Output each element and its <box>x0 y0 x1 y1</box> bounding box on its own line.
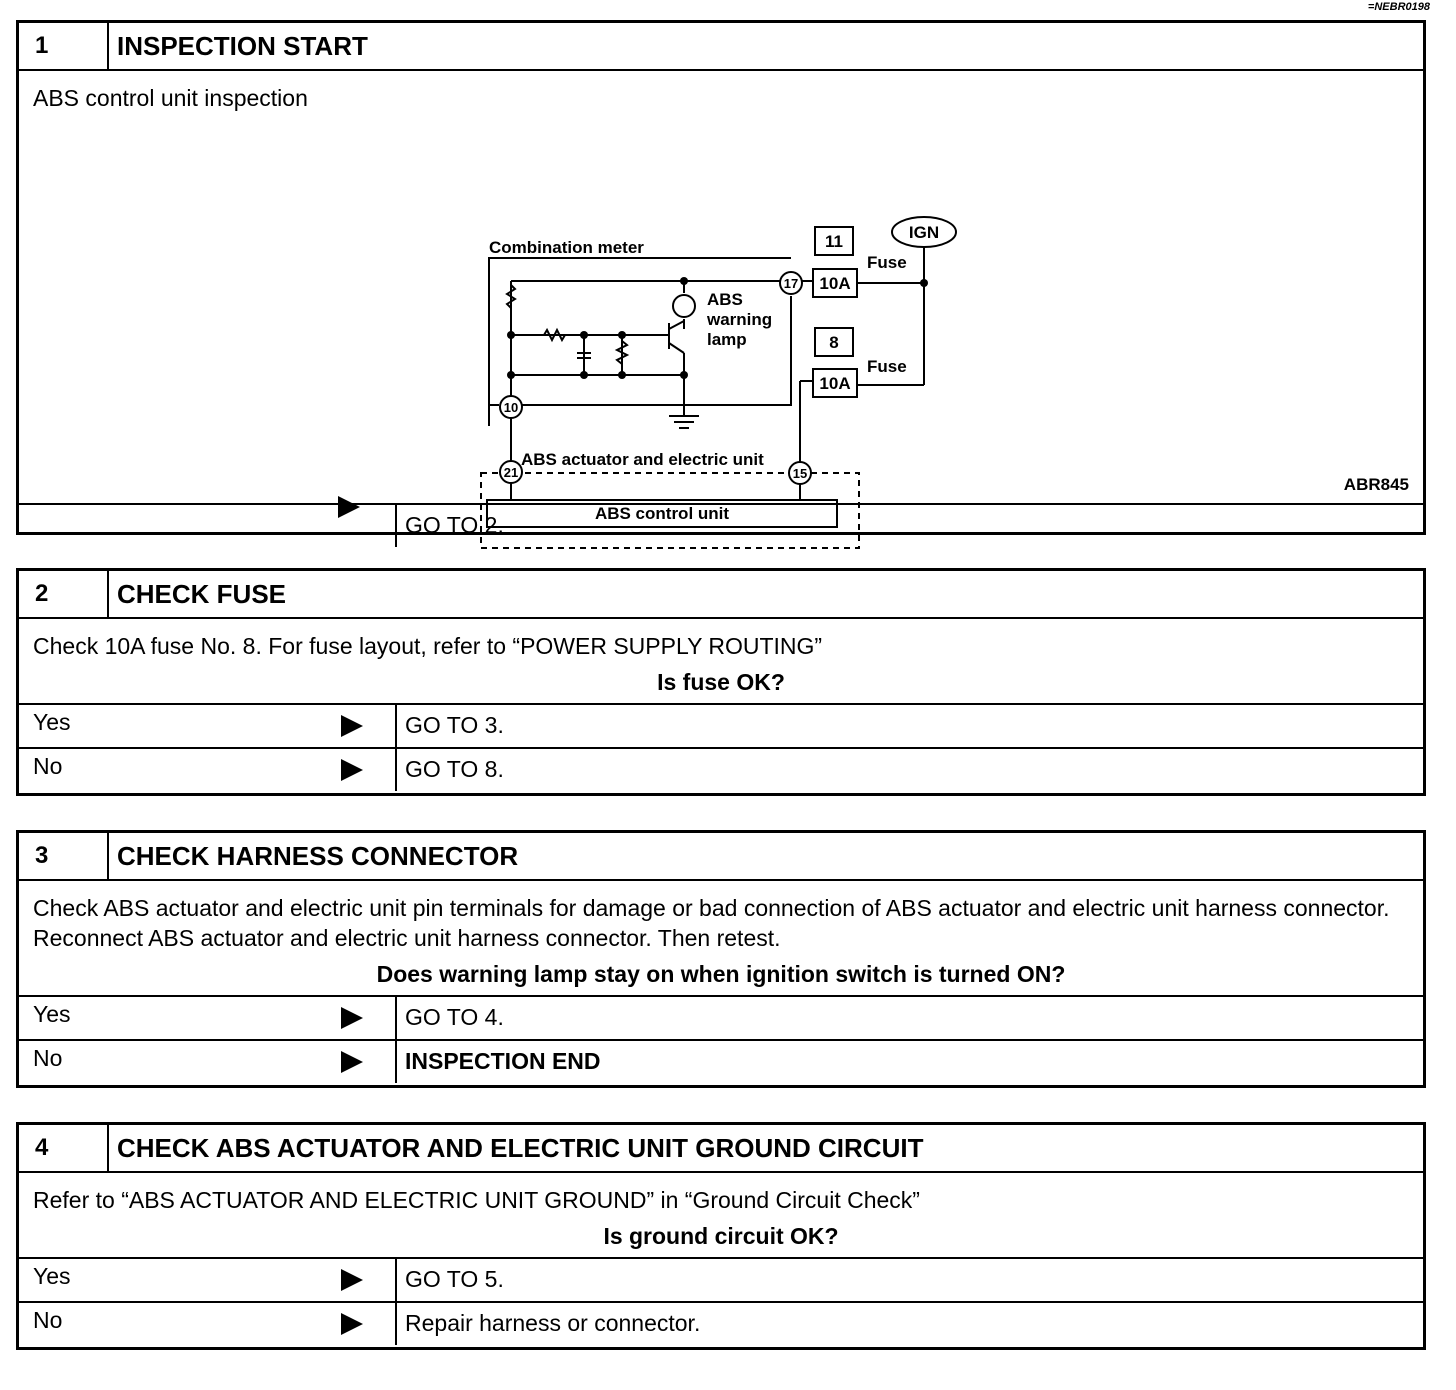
step-4-number: 4 <box>19 1125 109 1171</box>
no-label: No <box>33 1045 63 1071</box>
step-2-title: CHECK FUSE <box>117 578 287 609</box>
terminal-21: 21 <box>503 465 519 480</box>
step-3-row-no <box>19 1039 1423 1083</box>
step-2-question: Is fuse OK? <box>657 669 785 695</box>
step-4-row-no <box>19 1301 1423 1345</box>
circuit-diagram-svg <box>19 113 1423 523</box>
step-4-row-yes <box>19 1257 1423 1301</box>
label-abs: ABS <box>707 290 743 309</box>
label-control-unit: ABS control unit <box>594 504 730 523</box>
circuit-diagram <box>19 113 1423 523</box>
arrow-icon <box>341 1269 363 1291</box>
yes-label: Yes <box>33 1001 71 1027</box>
step-3-yes-result: GO TO 4. <box>405 1004 504 1030</box>
step-1-arrow <box>338 496 360 518</box>
label-fuse-b: Fuse <box>867 357 907 376</box>
step-1-block <box>16 20 1426 538</box>
yes-label: Yes <box>33 709 71 735</box>
step-1-text: ABS control unit inspection <box>33 85 308 111</box>
step-2-row-no <box>19 747 1423 791</box>
label-actuator: ABS actuator and electric unit <box>521 450 764 469</box>
step-3-question: Does warning lamp stay on when ignition switch is turned ON? <box>376 961 1066 987</box>
step-1-title: INSPECTION START <box>117 30 368 61</box>
terminal-10: 10 <box>503 400 519 415</box>
step-3-header <box>19 833 1423 881</box>
step-2-row-yes <box>19 703 1423 747</box>
label-lamp: lamp <box>707 330 747 349</box>
terminal-17: 17 <box>783 276 799 291</box>
terminal-15: 15 <box>792 466 808 481</box>
yes-label: Yes <box>33 1263 71 1289</box>
label-warning: warning <box>707 310 773 329</box>
step-1-result: GO TO 2. <box>405 512 504 538</box>
label-fuse-no-11: 11 <box>825 232 843 251</box>
label-fuse-no-8: 8 <box>829 333 839 352</box>
step-2-yes-result: GO TO 3. <box>405 712 504 738</box>
step-2-text: Check 10A fuse No. 8. For fuse layout, refer to “POWER SUPPLY ROUTING” <box>33 633 823 659</box>
step-3-block <box>16 830 1426 1088</box>
label-ign: IGN <box>908 223 940 242</box>
arrow-icon <box>341 1051 363 1073</box>
step-2-header <box>19 571 1423 619</box>
label-combination-meter: Combination meter <box>489 238 644 257</box>
arrow-icon <box>341 715 363 737</box>
step-2-block <box>16 568 1426 796</box>
step-3-title: CHECK HARNESS CONNECTOR <box>117 840 519 871</box>
step-2-no-result: GO TO 8. <box>405 756 504 782</box>
label-rating-a: 10A <box>819 274 851 293</box>
arrow-icon <box>341 1313 363 1335</box>
label-fuse-a: Fuse <box>867 253 907 272</box>
label-rating-b: 10A <box>819 374 851 393</box>
step-3-text: Check ABS actuator and electric unit pin terminals for damage or bad connection of ABS actuator and electric unit harness connector. Reconnect ABS actuator and electric unit harness connector. Then retest. <box>33 895 1390 951</box>
step-3-number: 3 <box>19 833 109 879</box>
step-4-text: Refer to “ABS ACTUATOR AND ELECTRIC UNIT GROUND” in “Ground Circuit Check” <box>33 1187 920 1213</box>
no-label: No <box>33 753 63 779</box>
step-4-no-result: Repair harness or connector. <box>405 1310 701 1336</box>
step-4-question: Is ground circuit OK? <box>603 1223 839 1249</box>
step-1-number: 1 <box>19 23 109 69</box>
step-4-yes-result: GO TO 5. <box>405 1266 504 1292</box>
arrow-icon <box>341 759 363 781</box>
step-4-title: CHECK ABS ACTUATOR AND ELECTRIC UNIT GROUND CIRCUIT <box>117 1132 924 1163</box>
step-1-header <box>19 23 1423 71</box>
step-3-no-result: INSPECTION END <box>405 1048 601 1074</box>
step-2-number: 2 <box>19 571 109 617</box>
figure-code: ABR845 <box>1343 475 1409 494</box>
step-3-row-yes <box>19 995 1423 1039</box>
arrow-icon <box>341 1007 363 1029</box>
reference-code: =NEBR0198 <box>1367 1 1430 13</box>
no-label: No <box>33 1307 63 1333</box>
step-4-header <box>19 1125 1423 1173</box>
step-4-block <box>16 1122 1426 1350</box>
